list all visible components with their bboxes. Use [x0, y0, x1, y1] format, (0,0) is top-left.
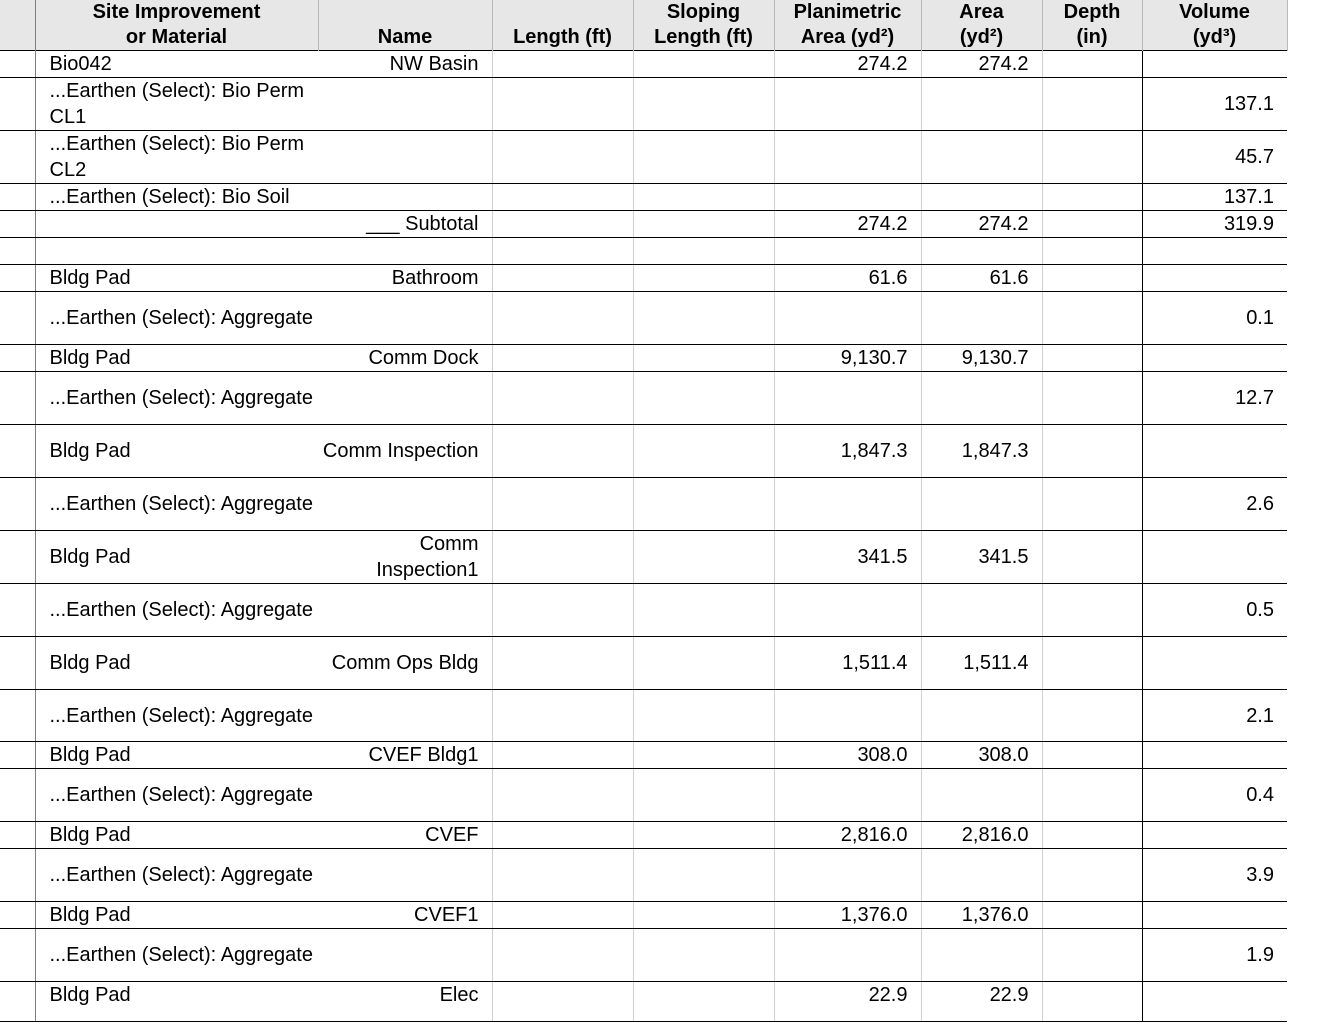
cell-depth[interactable] [1042, 982, 1142, 1022]
cell-planimetric-area[interactable]: 274.2 [774, 51, 921, 78]
table-row [0, 742, 1287, 769]
cell-volume[interactable]: 137.1 [1142, 184, 1287, 211]
cell-length[interactable] [492, 372, 633, 425]
cell-sloping-length[interactable] [633, 982, 774, 1022]
row-header-cell[interactable] [0, 584, 35, 637]
cell-volume[interactable] [1142, 425, 1287, 478]
cell-material[interactable]: Bldg Pad [35, 982, 318, 1022]
cell-length[interactable] [492, 929, 633, 982]
cell-volume[interactable] [1142, 822, 1287, 849]
cell-depth[interactable] [1042, 238, 1142, 265]
cell-material[interactable]: Bldg Pad [35, 902, 318, 929]
cell-volume[interactable] [1142, 531, 1287, 584]
cell-area[interactable]: 61.6 [921, 265, 1042, 292]
cell-length[interactable] [492, 690, 633, 742]
cell-material[interactable]: Bldg Pad [35, 742, 318, 769]
table-row [0, 637, 1287, 690]
cell-material[interactable]: ...Earthen (Select): Aggregate [35, 584, 318, 637]
header-depth-line2: (in) [1076, 26, 1108, 48]
cell-name[interactable] [318, 849, 492, 902]
cell-volume[interactable]: 137.1 [1142, 78, 1287, 131]
cell-length[interactable] [492, 531, 633, 584]
table-row [0, 131, 1287, 184]
cell-depth[interactable] [1042, 929, 1142, 982]
cell-planimetric-area[interactable]: 308.0 [774, 742, 921, 769]
cell-material[interactable]: Bldg Pad [35, 531, 318, 584]
table-row [0, 769, 1287, 822]
cell-planimetric-area[interactable]: 22.9 [774, 982, 921, 1022]
cell-sloping-length[interactable] [633, 478, 774, 531]
header-sloping-length[interactable] [633, 0, 774, 51]
table-row [0, 265, 1287, 292]
row-header-cell[interactable] [0, 822, 35, 849]
cell-material[interactable]: Bldg Pad [35, 345, 318, 372]
row-header-cell[interactable] [0, 51, 35, 78]
cell-area[interactable] [921, 78, 1042, 131]
table-row [0, 849, 1287, 902]
table-row [0, 372, 1287, 425]
cell-length[interactable] [492, 265, 633, 292]
row-header-cell[interactable] [0, 769, 35, 822]
cell-planimetric-area[interactable]: 1,847.3 [774, 425, 921, 478]
header-volume-line2: (yd³) [1192, 26, 1237, 48]
cell-material[interactable]: ...Earthen (Select): Aggregate [35, 849, 318, 902]
cell-sloping-length[interactable] [633, 742, 774, 769]
header-area[interactable] [921, 0, 1042, 51]
cell-depth[interactable] [1042, 51, 1142, 78]
cell-name[interactable] [318, 478, 492, 531]
cell-sloping-length[interactable] [633, 265, 774, 292]
cell-length[interactable] [492, 425, 633, 478]
cell-length[interactable] [492, 849, 633, 902]
cell-length[interactable] [492, 584, 633, 637]
cell-length[interactable] [492, 238, 633, 265]
cell-planimetric-area[interactable]: 1,376.0 [774, 902, 921, 929]
cell-length[interactable] [492, 211, 633, 238]
table-row [0, 292, 1287, 345]
table-row [0, 531, 1287, 584]
cell-depth[interactable] [1042, 478, 1142, 531]
cell-planimetric-area[interactable]: 2,816.0 [774, 822, 921, 849]
cell-planimetric-area[interactable] [774, 478, 921, 531]
cell-sloping-length[interactable] [633, 822, 774, 849]
cell-sloping-length[interactable] [633, 372, 774, 425]
cell-depth[interactable] [1042, 211, 1142, 238]
cell-area[interactable] [921, 478, 1042, 531]
cell-sloping-length[interactable] [633, 849, 774, 902]
cell-material[interactable]: Bio042 [35, 51, 318, 78]
cell-area[interactable] [921, 184, 1042, 211]
row-header-cell[interactable] [0, 929, 35, 982]
cell-volume[interactable]: 3.9 [1142, 849, 1287, 902]
cell-volume[interactable]: 1.9 [1142, 929, 1287, 982]
cell-area[interactable] [921, 849, 1042, 902]
header-planimetric-line1: Planimetric [793, 1, 902, 23]
cell-planimetric-area[interactable]: 1,511.4 [774, 637, 921, 690]
cell-area[interactable]: 308.0 [921, 742, 1042, 769]
header-sloping-line2: Length (ft) [654, 26, 753, 48]
cell-length[interactable] [492, 982, 633, 1022]
cell-name[interactable] [318, 238, 492, 265]
header-volume[interactable] [1142, 0, 1287, 51]
cell-depth[interactable] [1042, 345, 1142, 372]
cell-depth[interactable] [1042, 849, 1142, 902]
header-depth-line1: Depth [1063, 1, 1121, 23]
row-header-cell[interactable] [0, 184, 35, 211]
cell-volume[interactable] [1142, 345, 1287, 372]
cell-depth[interactable] [1042, 425, 1142, 478]
cell-area[interactable]: 1,511.4 [921, 637, 1042, 690]
cell-length[interactable] [492, 478, 633, 531]
cell-name[interactable]: Comm Dock [318, 345, 492, 372]
header-name[interactable] [318, 0, 492, 51]
cell-planimetric-area[interactable]: 9,130.7 [774, 345, 921, 372]
cell-depth[interactable] [1042, 131, 1142, 184]
cell-length[interactable] [492, 78, 633, 131]
header-length-label: Length (ft) [513, 26, 612, 48]
cell-sloping-length[interactable] [633, 769, 774, 822]
cell-area[interactable] [921, 769, 1042, 822]
cell-name[interactable]: CVEF Bldg1 [318, 742, 492, 769]
cell-sloping-length[interactable] [633, 902, 774, 929]
cell-name[interactable] [318, 690, 492, 742]
cell-name[interactable]: Comm Ops Bldg [318, 637, 492, 690]
cell-name[interactable]: Elec [318, 982, 492, 1022]
row-header-cell[interactable] [0, 982, 35, 1022]
cell-name[interactable]: CVEF1 [318, 902, 492, 929]
cell-sloping-length[interactable] [633, 637, 774, 690]
cell-sloping-length[interactable] [633, 929, 774, 982]
cell-name[interactable]: NW Basin [318, 51, 492, 78]
table-row [0, 690, 1287, 742]
row-header-cell[interactable] [0, 690, 35, 742]
cell-volume[interactable]: 2.1 [1142, 690, 1287, 742]
cell-planimetric-area[interactable]: 341.5 [774, 531, 921, 584]
cell-sloping-length[interactable] [633, 292, 774, 345]
row-header-cell[interactable] [0, 131, 35, 184]
cell-material[interactable]: Bldg Pad [35, 425, 318, 478]
row-header-cell[interactable] [0, 531, 35, 584]
cell-name[interactable] [318, 769, 492, 822]
cell-planimetric-area[interactable] [774, 584, 921, 637]
table-row [0, 584, 1287, 637]
cell-planimetric-area[interactable] [774, 769, 921, 822]
cell-length[interactable] [492, 292, 633, 345]
cell-name[interactable] [318, 78, 492, 131]
cell-depth[interactable] [1042, 742, 1142, 769]
table-row [0, 211, 1287, 238]
cell-sloping-length[interactable] [633, 345, 774, 372]
cell-material[interactable]: ...Earthen (Select): Bio Perm CL2 [35, 131, 318, 184]
cell-depth[interactable] [1042, 184, 1142, 211]
cell-volume[interactable] [1142, 902, 1287, 929]
header-row [0, 0, 1287, 51]
cell-area[interactable]: 2,816.0 [921, 822, 1042, 849]
cell-depth[interactable] [1042, 822, 1142, 849]
cell-length[interactable] [492, 184, 633, 211]
row-header-cell[interactable] [0, 292, 35, 345]
cell-name[interactable]: Bathroom [318, 265, 492, 292]
cell-length[interactable] [492, 742, 633, 769]
header-length[interactable] [492, 0, 633, 51]
cell-area[interactable] [921, 929, 1042, 982]
table-row [0, 425, 1287, 478]
cell-planimetric-area[interactable] [774, 849, 921, 902]
cell-area[interactable] [921, 372, 1042, 425]
cell-material[interactable]: ...Earthen (Select): Aggregate [35, 769, 318, 822]
cell-planimetric-area[interactable] [774, 78, 921, 131]
cell-area[interactable] [921, 584, 1042, 637]
cell-length[interactable] [492, 637, 633, 690]
cell-name[interactable]: Comm Inspection [318, 425, 492, 478]
cell-depth[interactable] [1042, 531, 1142, 584]
cell-volume[interactable]: 0.1 [1142, 292, 1287, 345]
cell-volume[interactable] [1142, 982, 1287, 1022]
header-material-line2: or Material [125, 26, 228, 48]
header-volume-line1: Volume [1179, 1, 1250, 23]
cell-area[interactable] [921, 238, 1042, 265]
cell-area[interactable] [921, 131, 1042, 184]
cell-material[interactable]: ...Earthen (Select): Aggregate [35, 690, 318, 742]
cell-depth[interactable] [1042, 292, 1142, 345]
cell-area[interactable]: 22.9 [921, 982, 1042, 1022]
cell-material[interactable]: Bldg Pad [35, 265, 318, 292]
table-row [0, 982, 1287, 1022]
cell-material[interactable] [35, 211, 318, 238]
cell-depth[interactable] [1042, 584, 1142, 637]
cell-name[interactable]: CVEF [318, 822, 492, 849]
cell-area[interactable] [921, 292, 1042, 345]
cell-volume[interactable]: 319.9 [1142, 211, 1287, 238]
cell-depth[interactable] [1042, 78, 1142, 131]
cell-sloping-length[interactable] [633, 584, 774, 637]
header-sloping-line1: Sloping [666, 1, 741, 23]
cell-length[interactable] [492, 902, 633, 929]
cell-planimetric-area[interactable]: 61.6 [774, 265, 921, 292]
cell-planimetric-area[interactable] [774, 184, 921, 211]
header-planimetric-line2: Area (yd²) [800, 26, 895, 48]
cell-depth[interactable] [1042, 265, 1142, 292]
cell-volume[interactable] [1142, 51, 1287, 78]
cell-sloping-length[interactable] [633, 690, 774, 742]
cell-volume[interactable]: 0.5 [1142, 584, 1287, 637]
cell-name[interactable]: ___ Subtotal [318, 211, 492, 238]
cell-material[interactable]: ...Earthen (Select): Aggregate [35, 292, 318, 345]
cell-area[interactable]: 274.2 [921, 51, 1042, 78]
cell-sloping-length[interactable] [633, 211, 774, 238]
row-header-cell[interactable] [0, 637, 35, 690]
row-header-cell[interactable] [0, 211, 35, 238]
cell-volume[interactable]: 12.7 [1142, 372, 1287, 425]
cell-material[interactable]: Bldg Pad [35, 637, 318, 690]
row-header-cell[interactable] [0, 849, 35, 902]
cell-length[interactable] [492, 345, 633, 372]
cell-length[interactable] [492, 769, 633, 822]
cell-area[interactable]: 9,130.7 [921, 345, 1042, 372]
cell-name[interactable]: Comm Inspection1 [318, 531, 492, 584]
table-row [0, 345, 1287, 372]
row-header-cell[interactable] [0, 902, 35, 929]
cell-material[interactable]: Bldg Pad [35, 822, 318, 849]
header-planimetric-area[interactable] [774, 0, 921, 51]
cell-volume[interactable]: 45.7 [1142, 131, 1287, 184]
cell-depth[interactable] [1042, 690, 1142, 742]
cell-area[interactable]: 1,376.0 [921, 902, 1042, 929]
table-body [0, 51, 1287, 1022]
header-name-label: Name [377, 26, 433, 48]
cell-name[interactable] [318, 372, 492, 425]
row-header-cell[interactable] [0, 265, 35, 292]
cell-name[interactable] [318, 584, 492, 637]
header-area-line1: Area [959, 1, 1004, 23]
cell-name[interactable] [318, 292, 492, 345]
row-header-cell[interactable] [0, 372, 35, 425]
table-row [0, 478, 1287, 531]
row-header-cell[interactable] [0, 78, 35, 131]
table-row [0, 184, 1287, 211]
cell-depth[interactable] [1042, 769, 1142, 822]
cell-sloping-length[interactable] [633, 238, 774, 265]
row-header-cell[interactable] [0, 345, 35, 372]
row-header-cell[interactable] [0, 425, 35, 478]
cell-material[interactable] [35, 238, 318, 265]
cell-volume[interactable] [1142, 637, 1287, 690]
cell-name[interactable] [318, 184, 492, 211]
header-area-line2: (yd²) [959, 26, 1004, 48]
row-header-cell[interactable] [0, 478, 35, 531]
cell-material[interactable]: ...Earthen (Select): Bio Soil [35, 184, 318, 211]
cell-planimetric-area[interactable] [774, 690, 921, 742]
header-depth[interactable] [1042, 0, 1142, 51]
cell-material[interactable]: ...Earthen (Select): Aggregate [35, 929, 318, 982]
cell-depth[interactable] [1042, 372, 1142, 425]
cell-area[interactable]: 1,847.3 [921, 425, 1042, 478]
table-row [0, 78, 1287, 131]
table-row [0, 51, 1287, 78]
cell-sloping-length[interactable] [633, 425, 774, 478]
cell-depth[interactable] [1042, 902, 1142, 929]
cell-area[interactable]: 341.5 [921, 531, 1042, 584]
cell-volume[interactable] [1142, 265, 1287, 292]
table-row [0, 238, 1287, 265]
cell-volume[interactable]: 2.6 [1142, 478, 1287, 531]
cell-length[interactable] [492, 51, 633, 78]
cell-volume[interactable] [1142, 742, 1287, 769]
cell-material[interactable]: ...Earthen (Select): Aggregate [35, 372, 318, 425]
header-material[interactable] [35, 0, 318, 51]
cell-volume[interactable]: 0.4 [1142, 769, 1287, 822]
cell-material[interactable]: ...Earthen (Select): Bio Perm CL1 [35, 78, 318, 131]
row-header-cell[interactable] [0, 238, 35, 265]
cell-length[interactable] [492, 131, 633, 184]
table-row [0, 902, 1287, 929]
cell-sloping-length[interactable] [633, 531, 774, 584]
cell-planimetric-area[interactable] [774, 929, 921, 982]
cell-name[interactable] [318, 929, 492, 982]
cell-area[interactable]: 274.2 [921, 211, 1042, 238]
cell-planimetric-area[interactable] [774, 238, 921, 265]
cell-sloping-length[interactable] [633, 78, 774, 131]
table-row [0, 822, 1287, 849]
header-material-line1: Site Improvement [92, 1, 261, 23]
cell-planimetric-area[interactable]: 274.2 [774, 211, 921, 238]
cell-sloping-length[interactable] [633, 51, 774, 78]
cell-sloping-length[interactable] [633, 184, 774, 211]
cell-planimetric-area[interactable] [774, 131, 921, 184]
cell-name[interactable] [318, 131, 492, 184]
cell-planimetric-area[interactable] [774, 372, 921, 425]
cell-volume[interactable] [1142, 238, 1287, 265]
cell-length[interactable] [492, 822, 633, 849]
row-header-corner [0, 0, 35, 51]
row-header-cell[interactable] [0, 742, 35, 769]
cell-sloping-length[interactable] [633, 131, 774, 184]
cell-material[interactable]: ...Earthen (Select): Aggregate [35, 478, 318, 531]
cell-planimetric-area[interactable] [774, 292, 921, 345]
table-row [0, 929, 1287, 982]
cell-depth[interactable] [1042, 637, 1142, 690]
cell-area[interactable] [921, 690, 1042, 742]
